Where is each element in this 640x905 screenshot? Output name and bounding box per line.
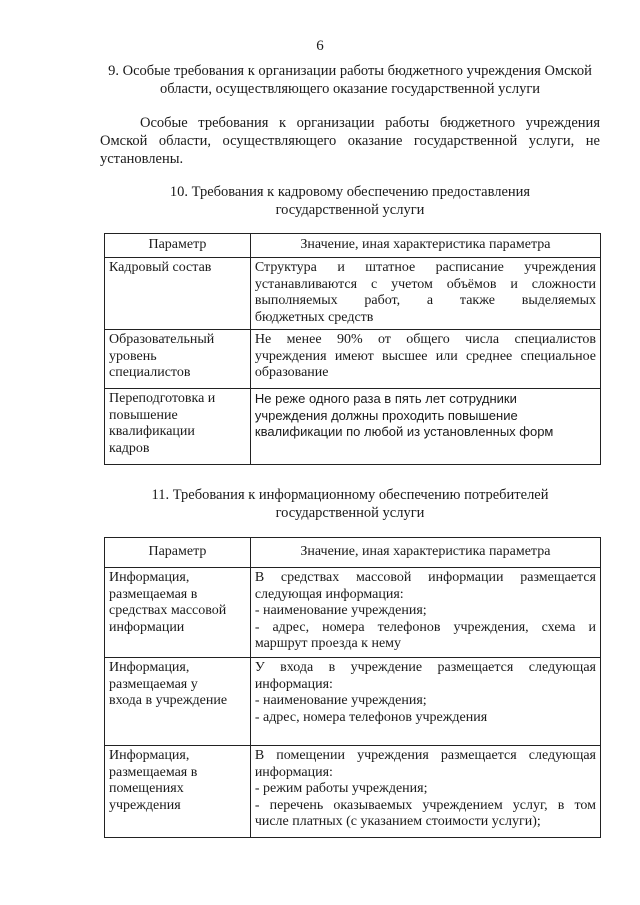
parameter-text: специалистов (109, 365, 191, 380)
information-requirements-table (104, 537, 601, 838)
parameter-text: средствах массовой (109, 603, 227, 618)
parameter-cell (105, 568, 251, 658)
parameter-text: квалификации (109, 424, 195, 439)
value-text: следующая информация: (254, 586, 404, 602)
parameter-text: Информация, (109, 748, 190, 763)
parameter-text: повышение (109, 407, 178, 423)
value-text: - адрес, номера телефонов учреждения, схема и (254, 619, 596, 635)
value-cell (250, 389, 600, 465)
value-text: выполняемых работ, а также выделяемых (254, 293, 596, 308)
parameter-text: информации (109, 619, 185, 635)
column-header-value: Значение, иная характеристика параметра (250, 538, 600, 568)
section-9-heading-line-2: области, осуществляющего оказание государственной услуги (159, 81, 541, 97)
staffing-requirements-table (104, 233, 601, 465)
parameter-text: учреждения (109, 797, 181, 813)
section-10-heading (100, 183, 600, 219)
value-text: образование (254, 365, 329, 380)
section-11-heading-line-2: государственной услуги (275, 505, 425, 521)
table-row (105, 568, 601, 658)
parameter-cell (105, 746, 251, 838)
value-text: - режим работы учреждения; (254, 781, 428, 796)
table-row (105, 746, 601, 838)
section-10-heading-line-2: государственной услуги (275, 202, 425, 218)
page-number: 6 (316, 38, 324, 54)
parameter-cell (105, 258, 251, 330)
section-9-paragraph-line-3: установлены. (100, 151, 184, 167)
value-text: - перечень оказываемых учреждением услуг, в том (254, 797, 596, 813)
value-text: информация: (254, 676, 333, 692)
section-11-heading-line-1: 11. Требования к информационному обеспечению потребителей (151, 487, 549, 503)
value-cell (250, 568, 600, 658)
value-text: устанавливаются с учетом объёмов и сложности (254, 276, 596, 292)
value-text: информация: (254, 764, 333, 780)
value-cell (250, 658, 600, 746)
parameter-cell (105, 330, 251, 389)
value-text: учреждения имеют высшее или среднее специальное (254, 348, 596, 364)
column-header-parameter: Параметр (105, 538, 251, 568)
table-header-row (105, 538, 601, 568)
table-row (105, 389, 601, 465)
column-header-value: Значение, иная характеристика параметра (250, 234, 600, 258)
parameter-text: уровень (109, 348, 157, 364)
table-row (105, 658, 601, 746)
section-11-heading (100, 486, 600, 522)
parameter-text: Информация, (109, 570, 190, 585)
parameter-text: Переподготовка и (109, 391, 216, 406)
value-text: Не менее 90% от общего числа специалистов (254, 332, 596, 347)
value-text: маршрут проезда к нему (254, 636, 402, 651)
value-text: В помещении учреждения размещается следующая (254, 748, 596, 763)
column-header-parameter: Параметр (105, 234, 251, 258)
value-text: В средствах массовой информации размещается (254, 570, 596, 585)
value-text: - адрес, номера телефонов учреждения (254, 709, 488, 725)
table-row (105, 258, 601, 330)
parameter-text: входа в учреждение (109, 693, 228, 708)
value-text: числе платных (с указанием стоимости услуги); (254, 814, 541, 829)
parameter-text: помещениях (109, 781, 184, 796)
value-text: Структура и штатное расписание учреждения (254, 260, 596, 275)
parameter-cell (105, 658, 251, 746)
section-9-paragraph-line-2: Омской области, осуществляющего оказание государственной услуги, не (100, 133, 600, 149)
value-text: - наименование учреждения; (254, 603, 427, 618)
value-text: - наименование учреждения; (254, 693, 427, 708)
parameter-text: размещаемая у (109, 676, 198, 692)
section-9-paragraph (100, 114, 600, 168)
parameter-text: размещаемая в (109, 764, 198, 780)
parameter-text: кадров (109, 440, 150, 456)
value-cell (250, 258, 600, 330)
section-9-heading-line-1: 9. Особые требования к организации работы бюджетного учреждения Омской (108, 63, 592, 79)
value-text: бюджетных средств (254, 309, 374, 325)
section-9-paragraph-line-1: Особые требования к организации работы бюджетного учреждения (140, 115, 600, 131)
parameter-text: Кадровый состав (109, 260, 212, 275)
table-row (105, 330, 601, 389)
parameter-text: размещаемая в (109, 586, 198, 602)
value-text: Не реже одного раза в пять лет сотрудники (254, 391, 517, 406)
value-cell (250, 746, 600, 838)
value-text: квалификации по любой из установленных форм (254, 424, 554, 439)
value-text: учреждения должны проходить повышение (254, 407, 518, 423)
table-header-row (105, 234, 601, 258)
value-cell (250, 330, 600, 389)
parameter-text: Образовательный (109, 332, 215, 347)
parameter-cell (105, 389, 251, 465)
value-text: У входа в учреждение размещается следующая (254, 660, 596, 675)
section-9-heading (100, 62, 600, 98)
parameter-text: Информация, (109, 660, 190, 675)
section-10-heading-line-1: 10. Требования к кадровому обеспечению предоставления (169, 184, 531, 200)
